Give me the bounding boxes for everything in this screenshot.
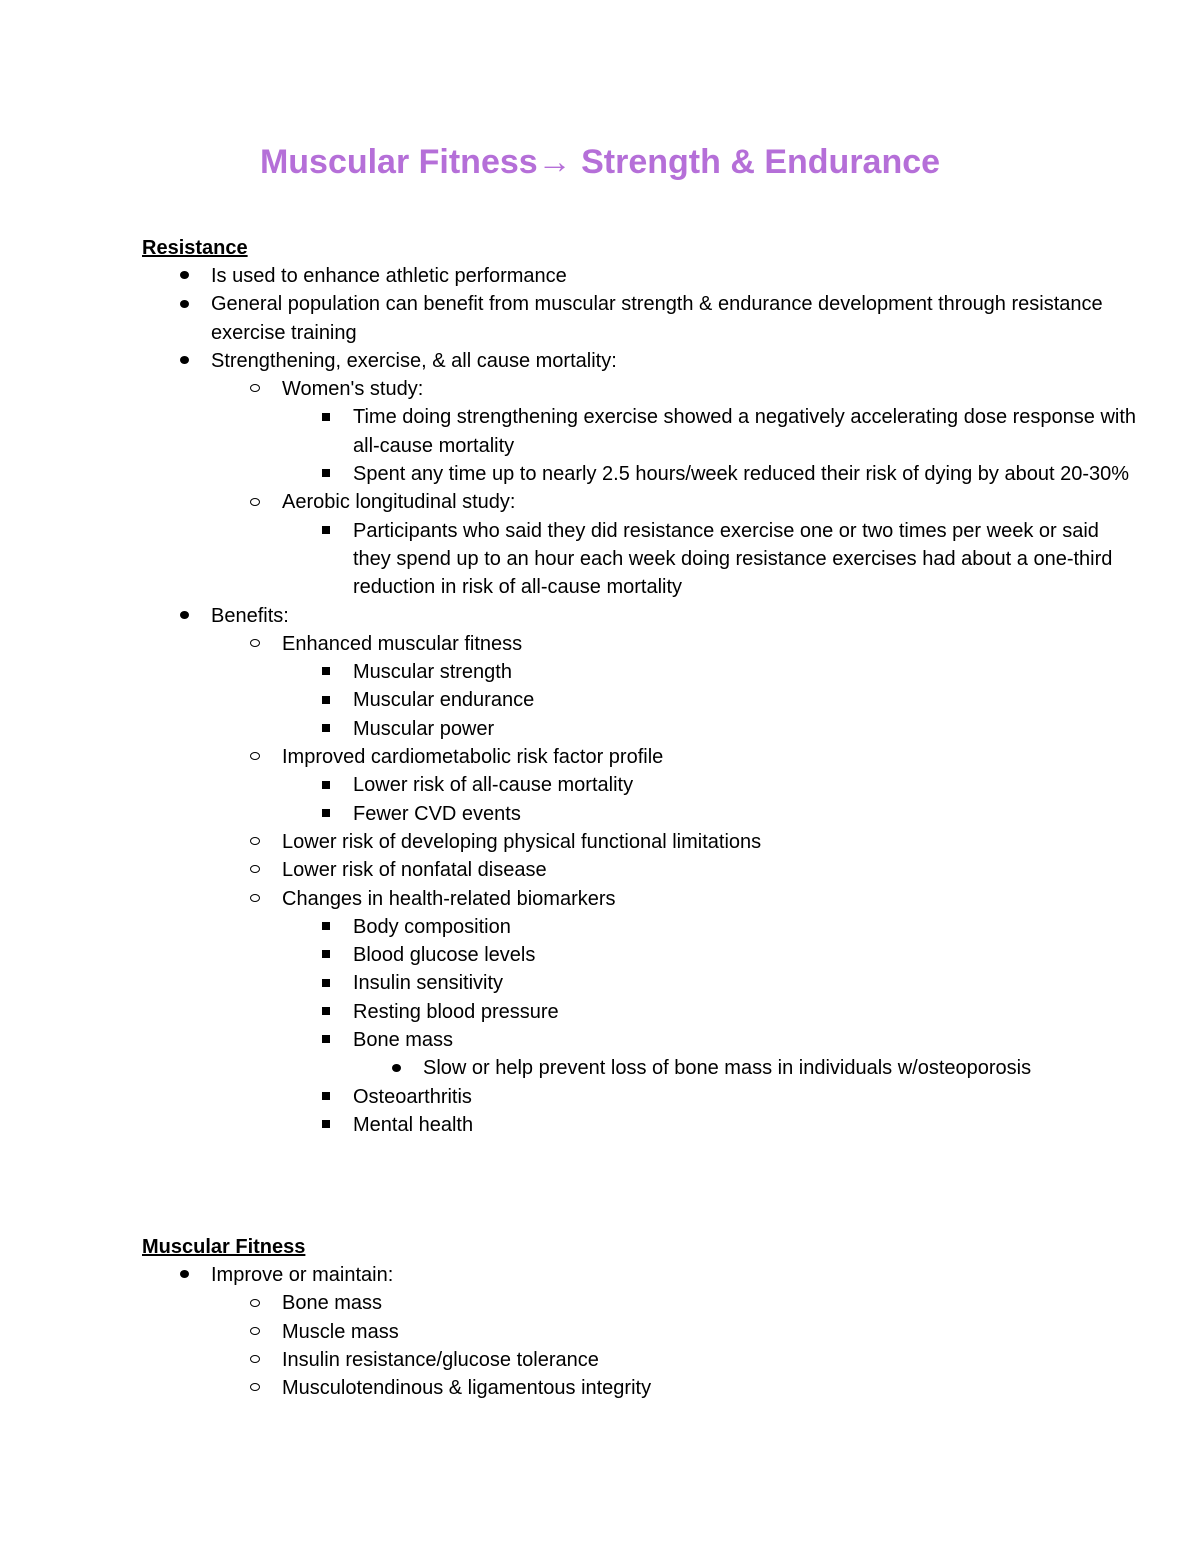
list-item-text: Strengthening, exercise, & all cause mortality:	[211, 349, 617, 372]
list-item-text: Changes in health-related biomarkers	[282, 887, 616, 910]
list-item-text: Muscular power	[353, 717, 495, 740]
hollow-bullet-icon	[245, 375, 265, 403]
list-item	[142, 686, 1142, 714]
section-resistance	[142, 234, 1142, 1139]
hollow-bullet-icon	[245, 1318, 265, 1346]
list-item-text: Spent any time up to nearly 2.5 hours/week reduced their risk of dying by about 20-30%	[353, 463, 1130, 486]
list-item	[142, 488, 1142, 516]
section-heading: Muscular Fitness	[142, 1236, 306, 1258]
list-item-text: Resting blood pressure	[353, 1000, 559, 1023]
list-item-text: Mental health	[353, 1113, 474, 1136]
filled-bullet-icon	[174, 347, 194, 375]
list-item-text: Enhanced muscular fitness	[282, 632, 523, 655]
hollow-bullet-icon	[245, 1346, 265, 1374]
list-item-text: Blood glucose levels	[353, 944, 536, 967]
section-muscular-fitness	[142, 1233, 1142, 1402]
list-item-text: Benefits:	[211, 604, 289, 627]
list-item	[142, 885, 1142, 913]
list-item	[142, 1026, 1142, 1054]
square-bullet-icon	[316, 913, 336, 941]
list-item-text: Musculotendinous & ligamentous integrity	[282, 1377, 652, 1400]
list-item-text: Is used to enhance athletic performance	[211, 265, 567, 287]
list-item	[142, 290, 1142, 347]
hollow-bullet-icon	[245, 1289, 265, 1317]
filled-bullet-icon	[174, 290, 194, 318]
list-item	[142, 1289, 1142, 1317]
bullet-list	[142, 1261, 1142, 1402]
list-item	[142, 602, 1142, 630]
list-item-text: Aerobic longitudinal study:	[282, 491, 516, 514]
list-item	[142, 941, 1142, 969]
list-item	[142, 1083, 1142, 1111]
list-item	[142, 375, 1142, 403]
list-item-text: Bone mass	[282, 1292, 383, 1315]
square-bullet-icon	[316, 517, 336, 545]
filled-bullet-icon	[386, 1054, 406, 1082]
list-item	[142, 1374, 1142, 1402]
list-item	[142, 403, 1142, 460]
list-item-text: Lower risk of nonfatal disease	[282, 859, 547, 882]
filled-bullet-icon	[174, 1261, 194, 1289]
list-item	[142, 1346, 1142, 1374]
list-item-text: Fewer CVD events	[353, 802, 521, 825]
list-item	[142, 828, 1142, 856]
hollow-bullet-icon	[245, 743, 265, 771]
list-item	[142, 913, 1142, 941]
hollow-bullet-icon	[245, 488, 265, 516]
list-item	[142, 1318, 1142, 1346]
square-bullet-icon	[316, 658, 336, 686]
list-item-text: Slow or help prevent loss of bone mass in individuals w/osteoporosis	[423, 1057, 1032, 1080]
hollow-bullet-icon	[245, 1374, 265, 1402]
list-item-text: Insulin sensitivity	[353, 972, 504, 995]
list-item	[142, 771, 1142, 799]
hollow-bullet-icon	[245, 885, 265, 913]
list-item	[142, 658, 1142, 686]
list-item-text: Bone mass	[353, 1029, 454, 1052]
list-item-text: Osteoarthritis	[353, 1085, 472, 1108]
list-item	[142, 460, 1142, 488]
list-item-text: Lower risk of developing physical functional limitations	[282, 830, 762, 853]
square-bullet-icon	[316, 715, 336, 743]
page-title: Muscular Fitness→ Strength & Endurance	[259, 143, 941, 181]
hollow-bullet-icon	[245, 856, 265, 884]
square-bullet-icon	[316, 1111, 336, 1139]
list-item-text: Lower risk of all-cause mortality	[353, 774, 634, 797]
square-bullet-icon	[316, 969, 336, 997]
list-item	[142, 969, 1142, 997]
square-bullet-icon	[316, 771, 336, 799]
list-item-text: Women's study:	[282, 378, 424, 401]
hollow-bullet-icon	[245, 828, 265, 856]
list-item	[142, 998, 1142, 1026]
list-item-text: Improve or maintain:	[211, 1264, 394, 1286]
square-bullet-icon	[316, 1026, 336, 1054]
list-item-text: Muscular strength	[353, 661, 512, 684]
list-item-text: Muscular endurance	[353, 689, 535, 712]
bullet-list	[142, 262, 1142, 1139]
list-item	[142, 856, 1142, 884]
list-item	[142, 517, 1142, 602]
list-item-text: Body composition	[353, 915, 511, 938]
list-item	[142, 1111, 1142, 1139]
square-bullet-icon	[316, 800, 336, 828]
list-item-text: Participants who said they did resistance exercise one or two times per week or said they spend up to an hour each week doing resistance exercises had about a one-third reduction in risk of all-cause mortality	[353, 519, 1113, 599]
list-item	[142, 1054, 1142, 1082]
list-item	[142, 262, 1142, 290]
square-bullet-icon	[316, 1083, 336, 1111]
list-item	[142, 743, 1142, 771]
list-item-text: Time doing strengthening exercise showed a negatively accelerating dose response with all-cause mortality	[353, 406, 1137, 457]
section-heading: Resistance	[142, 237, 248, 259]
list-item	[142, 1261, 1142, 1289]
list-item	[142, 347, 1142, 375]
square-bullet-icon	[316, 403, 336, 431]
filled-bullet-icon	[174, 602, 194, 630]
hollow-bullet-icon	[245, 630, 265, 658]
list-item-text: General population can benefit from muscular strength & endurance development through resistance exercise training	[211, 293, 1103, 344]
list-item	[142, 630, 1142, 658]
filled-bullet-icon	[174, 262, 194, 290]
square-bullet-icon	[316, 686, 336, 714]
list-item-text: Muscle mass	[282, 1320, 399, 1343]
list-item-text: Improved cardiometabolic risk factor profile	[282, 746, 664, 769]
list-item	[142, 715, 1142, 743]
square-bullet-icon	[316, 460, 336, 488]
square-bullet-icon	[316, 941, 336, 969]
list-item	[142, 800, 1142, 828]
square-bullet-icon	[316, 998, 336, 1026]
list-item-text: Insulin resistance/glucose tolerance	[282, 1348, 599, 1371]
